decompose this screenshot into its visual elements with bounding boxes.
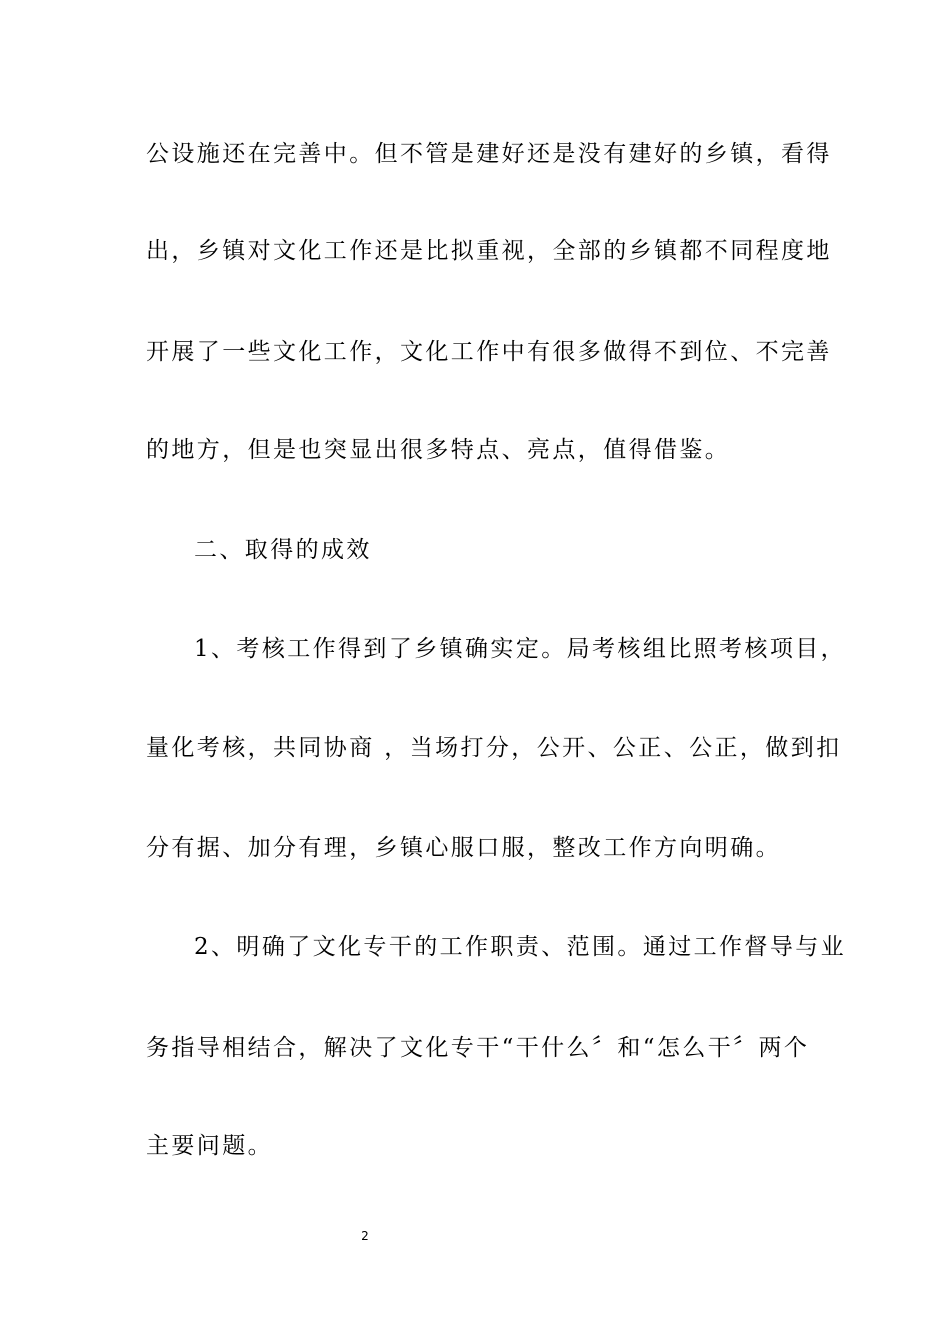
paragraph-line: 1、考核工作得到了乡镇确实定。局考核组比照考核项目， — [194, 636, 847, 662]
paragraph-line: 务指导相结合，解决了文化专干“干什么〞和“怎么干〞两个 — [146, 1035, 810, 1061]
paragraph-line: 量化考核，共同协商 ，当场打分，公开、公正、公正，做到扣 — [146, 735, 842, 761]
paragraph-line: 开展了一些文化工作，文化工作中有很多做得不到位、不完善 — [146, 339, 832, 365]
paragraph-line: 分有据、加分有理，乡镇心服口服，整改工作方向明确。 — [146, 835, 781, 861]
paragraph-line: 主要问题。 — [146, 1133, 273, 1159]
paragraph-line: 2、明确了文化专干的工作职责、范围。通过工作督导与业 — [194, 934, 847, 960]
paragraph-line: 出，乡镇对文化工作还是比拟重视，全部的乡镇都不同程度地 — [146, 238, 832, 264]
paragraph-line: 的地方，但是也突显出很多特点、亮点，值得借鉴。 — [146, 437, 731, 463]
section-heading: 二、取得的成效 — [194, 537, 372, 563]
page-number: 2 — [361, 1229, 369, 1243]
paragraph-line: 公设施还在完善中。但不管是建好还是没有建好的乡镇，看得 — [146, 141, 832, 167]
